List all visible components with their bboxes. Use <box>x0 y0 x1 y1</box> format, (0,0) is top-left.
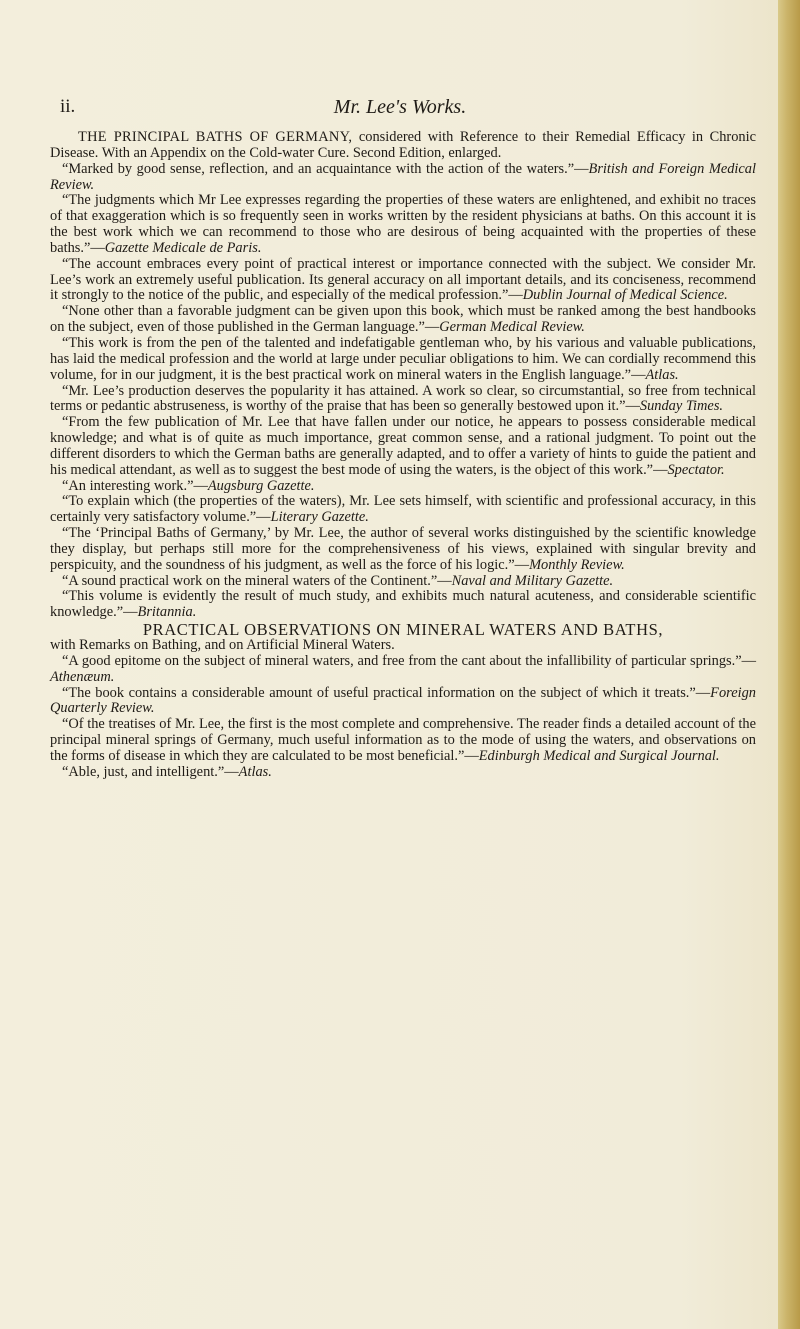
page-header <box>60 96 740 122</box>
review-text: “Able, just, and intelligent.”— <box>62 763 239 780</box>
review-source: Sunday Times. <box>639 398 724 415</box>
review-source: Monthly Review. <box>529 556 625 573</box>
review-source: Foreign Quarterly Review. <box>50 684 756 717</box>
review-source: Spectator. <box>667 461 725 478</box>
entry-title: PRACTICAL OBSERVATIONS ON MINERAL WATERS AND BATHS, <box>142 620 664 640</box>
review-source: Atlas. <box>645 366 679 383</box>
review-quote <box>50 479 756 495</box>
review-quote <box>50 574 756 590</box>
review-text: “This work is from the pen of the talented and indefatigable gentleman who, by his various and valuable publications, has laid the medical profession and the world at large under peculiar obligations to him. We can cordially recommend this volume, for in our judgment, it is the best practical work on mineral waters in the English language.”— <box>50 334 756 383</box>
review-quote <box>50 384 756 416</box>
review-text: “Marked by good sense, reflection, and an acquaintance with the action of the waters.”— <box>62 160 589 177</box>
review-source: Atlas. <box>238 763 272 780</box>
review-text: “Mr. Lee’s production deserves the popularity it has attained. A work so clear, so circumstantial, so free from technical terms or pedantic abstruseness, is worthy of the praise that has been so generally bestowed upon it.”— <box>50 382 756 415</box>
review-quote <box>50 654 756 686</box>
entry-heading <box>50 130 756 162</box>
review-quote <box>50 589 756 621</box>
review-text: “None other than a favorable judgment can be given upon this book, which must be ranked among the best handbooks on the subject, even of those published in the German language.”— <box>50 303 756 336</box>
review-text: “From the few publication of Mr. Lee that have fallen under our notice, he appears to possess considerable medical knowledge; and what is of quite as much importance, great common sense, and a rational judgment. To point out the different disorders to which the German baths are generally adapted, and to offer a variety of hints to guide the patient and his medical attendant, as well as to suggest the best mode of using the waters, is the object of this work.”— <box>50 414 756 478</box>
page-number: ii. <box>60 96 76 117</box>
review-quote <box>50 415 756 478</box>
review-text: “An interesting work.”— <box>62 477 208 494</box>
review-quote <box>50 162 756 194</box>
review-text: “A sound practical work on the mineral waters of the Continent.”— <box>62 572 452 589</box>
review-source: Gazette Medicale de Paris. <box>104 239 262 256</box>
review-quote <box>50 765 756 781</box>
review-text: “The ‘Principal Baths of Germany,’ by Mr. Lee, the author of several works distinguished by the scientific knowledge they display, but perhaps still more for the comprehensiveness of his views, explained with singular brevity and perspicuity, and the soundness of his judgment, as well as the force of his logic.”— <box>50 525 756 573</box>
review-source: Naval and Military Gazette. <box>451 572 614 589</box>
review-quote <box>50 717 756 765</box>
entry-description: considered with Reference to their Remedial Efficacy in Chronic Disease. With an Appendix on the Cold-water Cure. Second Edition, enlarged. <box>50 129 756 161</box>
review-source: Augsburg Gazette. <box>207 477 315 494</box>
review-source: German Medical Review. <box>439 319 585 336</box>
review-text: “The book contains a considerable amount of useful practical information on the subject of which it treats.”— <box>62 684 711 701</box>
review-source: British and Foreign Medical Review. <box>50 160 756 193</box>
review-text: “To explain which (the properties of the waters), Mr. Lee sets himself, with scientific and professional accuracy, in this certainly very satisfactory volume.”— <box>50 493 756 526</box>
review-source: Dublin Journal of Medical Science. <box>522 287 728 304</box>
entry-heading <box>50 622 756 638</box>
review-source: Literary Gazette. <box>270 509 369 526</box>
entry-title: THE PRINCIPAL BATHS OF GERMANY, <box>78 129 353 145</box>
review-source: Edinburgh Medical and Surgical Journal. <box>478 747 720 764</box>
running-title: Mr. Lee's Works. <box>333 96 467 118</box>
review-quote <box>50 526 756 574</box>
review-text: “A good epitome on the subject of mineral waters, and free from the cant about the infallibility of particular springs.”— <box>62 652 756 669</box>
review-source: Britannia. <box>137 604 197 621</box>
review-text: “This volume is evidently the result of much study, and exhibits much natural acuteness, and considerable scientific knowledge.”— <box>50 588 756 621</box>
review-source: Athenæum. <box>50 668 115 685</box>
review-text: “The account embraces every point of practical interest or importance connected with the subject. We consider Mr. Lee’s work an extremely useful publication. Its general accuracy on all important details, and its conciseness, recommend it strongly to the notice of the public, and especially of the medical profession.”— <box>50 255 756 304</box>
page-edge <box>778 0 800 1329</box>
page-body <box>50 130 756 781</box>
entry-description: with Remarks on Bathing, and on Artificial Mineral Waters. <box>50 637 395 653</box>
review-quote <box>50 257 756 305</box>
review-text: “The judgments which Mr Lee expresses regarding the properties of these waters are enlightened, and exhibit no traces of that exaggeration which is so frequently seen in works written by the resident physicians at baths. On this account it is the best work which we can recommend to those who are desirous of being acquainted with the properties of these baths.”— <box>50 192 756 256</box>
review-quote <box>50 193 756 256</box>
review-quote <box>50 494 756 526</box>
review-quote <box>50 686 756 718</box>
review-text: “Of the treatises of Mr. Lee, the first is the most complete and comprehensive. The reader finds a detailed account of the principal mineral springs of Germany, much useful information as to the mode of using the waters, and observations on the forms of disease in which they are calculated to be most beneficial.”— <box>50 716 756 764</box>
review-quote <box>50 336 756 384</box>
review-quote <box>50 304 756 336</box>
